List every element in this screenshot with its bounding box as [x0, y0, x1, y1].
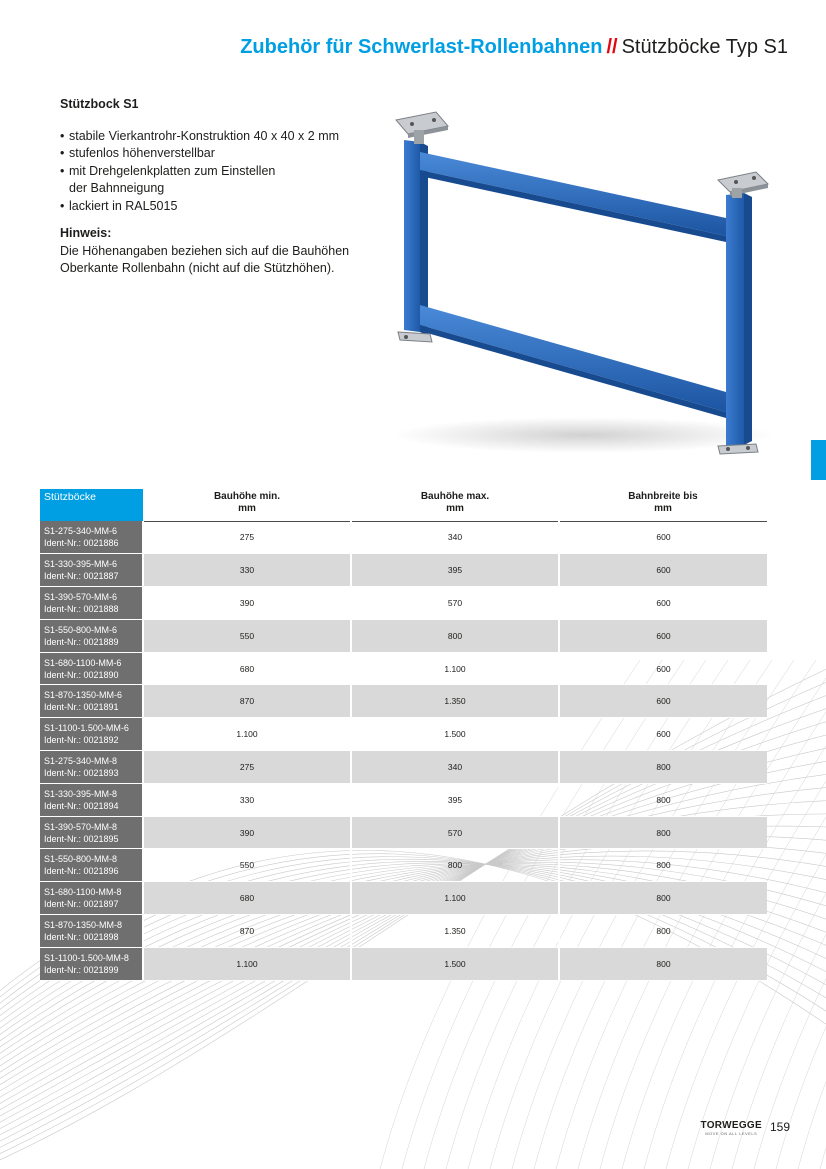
page-footer — [700, 1120, 790, 1136]
cell-model-ident — [40, 685, 143, 718]
model-code: S1-680-1100-MM-6 — [44, 657, 122, 668]
cell-height-min: 550 — [143, 849, 351, 882]
cell-model-ident — [40, 882, 143, 915]
table-row — [40, 652, 767, 685]
cell-height-min: 680 — [143, 652, 351, 685]
cell-track-width: 800 — [559, 783, 767, 816]
cell-height-min: 390 — [143, 816, 351, 849]
model-code: S1-870-1350-MM-8 — [44, 919, 123, 930]
page-title — [240, 36, 788, 59]
ident-number: Ident-Nr.: 0021895 — [44, 833, 119, 844]
cell-height-max: 1.500 — [351, 718, 559, 751]
cell-height-max: 340 — [351, 521, 559, 554]
cell-height-max: 570 — [351, 816, 559, 849]
title-main: Zubehör für Schwerlast-Rollenbahnen — [240, 36, 603, 58]
cell-height-max: 1.100 — [351, 882, 559, 915]
ident-number: Ident-Nr.: 0021897 — [44, 899, 119, 910]
cell-track-width: 600 — [559, 554, 767, 587]
cell-track-width: 600 — [559, 619, 767, 652]
cell-model-ident — [40, 619, 143, 652]
table-row — [40, 816, 767, 849]
cell-track-width: 800 — [559, 947, 767, 980]
cell-model-ident — [40, 849, 143, 882]
cell-track-width: 800 — [559, 849, 767, 882]
cell-height-min: 870 — [143, 915, 351, 948]
model-code: S1-275-340-MM-8 — [44, 755, 118, 766]
ident-number: Ident-Nr.: 0021891 — [44, 702, 119, 713]
model-code: S1-330-395-MM-6 — [44, 559, 118, 570]
cell-model-ident — [40, 751, 143, 784]
ident-number: Ident-Nr.: 0021890 — [44, 669, 119, 680]
hint-title: Hinweis: — [60, 226, 112, 240]
cell-track-width: 800 — [559, 882, 767, 915]
table-row — [40, 783, 767, 816]
column-header-height-min: Bauhöhe min. mm — [143, 489, 351, 521]
feature-item: • lackiert in RAL5015 — [60, 198, 390, 216]
cell-model-ident — [40, 783, 143, 816]
model-code: S1-275-340-MM-6 — [44, 526, 118, 537]
cell-height-min: 275 — [143, 521, 351, 554]
cell-height-max: 340 — [351, 751, 559, 784]
cell-model-ident — [40, 554, 143, 587]
ident-number: Ident-Nr.: 0021889 — [44, 636, 119, 647]
ident-number: Ident-Nr.: 0021899 — [44, 964, 119, 975]
ident-number: Ident-Nr.: 0021894 — [44, 800, 119, 811]
table-row — [40, 718, 767, 751]
model-code: S1-390-570-MM-8 — [44, 821, 118, 832]
wave-line — [776, 660, 826, 1169]
cell-track-width: 800 — [559, 751, 767, 784]
cell-height-min: 1.100 — [143, 947, 351, 980]
table-row — [40, 882, 767, 915]
model-code: S1-680-1100-MM-8 — [44, 887, 122, 898]
cell-height-min: 390 — [143, 587, 351, 620]
brand-name: TORWEGGE — [700, 1120, 762, 1131]
ident-number: Ident-Nr.: 0021893 — [44, 767, 119, 778]
column-header-width: Bahnbreite bis mm — [559, 489, 767, 521]
support-stand-image — [384, 100, 784, 460]
cell-model-ident — [40, 816, 143, 849]
model-code: S1-550-800-MM-6 — [44, 624, 118, 635]
cell-track-width: 800 — [559, 816, 767, 849]
model-code: S1-550-800-MM-8 — [44, 854, 118, 865]
table-row — [40, 751, 767, 784]
cell-track-width: 600 — [559, 521, 767, 554]
cell-height-min: 1.100 — [143, 718, 351, 751]
cell-height-max: 1.350 — [351, 915, 559, 948]
brand-tagline: MOVE ON ALL LEVELS — [705, 1131, 758, 1136]
cell-track-width: 800 — [559, 915, 767, 948]
model-code: S1-390-570-MM-6 — [44, 591, 118, 602]
ident-number: Ident-Nr.: 0021898 — [44, 931, 119, 942]
column-header-model: Stützböcke — [40, 489, 143, 521]
cell-track-width: 600 — [559, 685, 767, 718]
cell-track-width: 600 — [559, 718, 767, 751]
cell-height-max: 570 — [351, 587, 559, 620]
title-sub: Stützböcke Typ S1 — [621, 36, 788, 58]
cell-height-max: 395 — [351, 554, 559, 587]
cell-model-ident — [40, 718, 143, 751]
cell-model-ident — [40, 915, 143, 948]
table-row — [40, 619, 767, 652]
feature-item-continuation: der Bahnneigung — [69, 181, 165, 195]
table-row — [40, 587, 767, 620]
cell-height-min: 550 — [143, 619, 351, 652]
table-row — [40, 947, 767, 980]
table-row — [40, 685, 767, 718]
column-header-height-max: Bauhöhe max. mm — [351, 489, 559, 521]
cell-model-ident — [40, 587, 143, 620]
cell-height-min: 680 — [143, 882, 351, 915]
model-code: S1-330-395-MM-8 — [44, 788, 118, 799]
ident-number: Ident-Nr.: 0021888 — [44, 603, 119, 614]
table-header-row — [40, 489, 767, 521]
table-row — [40, 521, 767, 554]
product-heading: Stützbock S1 — [60, 97, 139, 111]
model-code: S1-1100-1.500-MM-8 — [44, 952, 129, 963]
cell-height-max: 800 — [351, 619, 559, 652]
ident-number: Ident-Nr.: 0021896 — [44, 866, 119, 877]
cell-model-ident — [40, 947, 143, 980]
cell-height-max: 800 — [351, 849, 559, 882]
feature-list — [60, 128, 390, 216]
model-code: S1-1100-1.500-MM-6 — [44, 723, 129, 734]
table-row — [40, 849, 767, 882]
section-tab-marker — [811, 440, 826, 480]
table-row — [40, 554, 767, 587]
cell-model-ident — [40, 521, 143, 554]
brand-logo — [700, 1120, 761, 1136]
ident-number: Ident-Nr.: 0021887 — [44, 571, 119, 582]
feature-item: • stabile Vierkantrohr-Konstruktion 40 x 40 x 2 mm — [60, 128, 390, 146]
cell-model-ident — [40, 652, 143, 685]
ident-number: Ident-Nr.: 0021892 — [44, 735, 119, 746]
cell-height-max: 1.350 — [351, 685, 559, 718]
cell-height-min: 330 — [143, 554, 351, 587]
cell-track-width: 600 — [559, 587, 767, 620]
cell-height-min: 330 — [143, 783, 351, 816]
cell-height-min: 870 — [143, 685, 351, 718]
cell-height-min: 275 — [143, 751, 351, 784]
cell-height-max: 1.500 — [351, 947, 559, 980]
hint-text: Die Höhenangaben beziehen sich auf die Bauhöhen Oberkante Rollenbahn (nicht auf die Stützhöhen). — [60, 243, 350, 275]
intro-section — [60, 96, 390, 278]
ident-number: Ident-Nr.: 0021886 — [44, 538, 119, 549]
feature-item: • mit Drehgelenkplatten zum Einstellen — [60, 163, 390, 181]
cell-height-max: 1.100 — [351, 652, 559, 685]
cell-height-max: 395 — [351, 783, 559, 816]
feature-item: • stufenlos höhenverstellbar — [60, 145, 390, 163]
product-table — [40, 489, 767, 981]
model-code: S1-870-1350-MM-6 — [44, 690, 123, 701]
page-number: 159 — [769, 1120, 790, 1134]
table-row — [40, 915, 767, 948]
title-separator: // — [606, 36, 618, 58]
cell-track-width: 600 — [559, 652, 767, 685]
